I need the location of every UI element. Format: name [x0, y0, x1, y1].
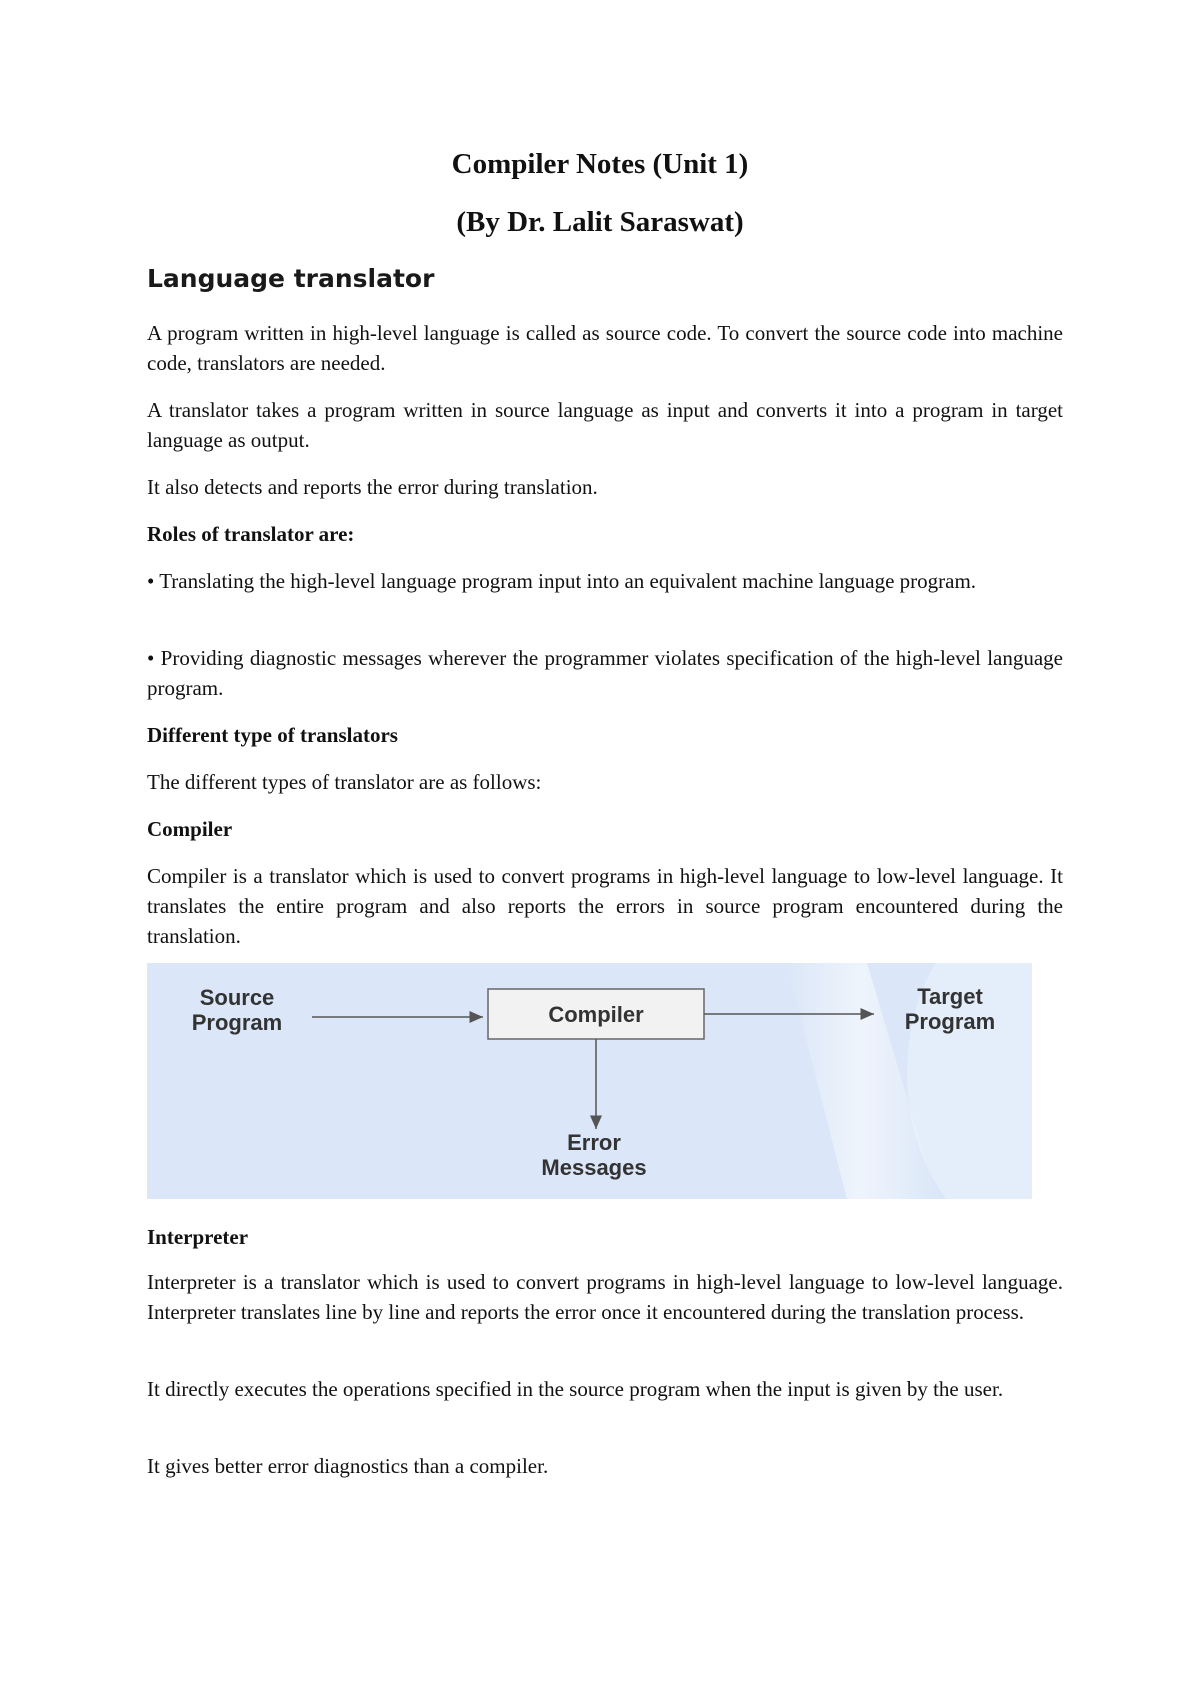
document-title: Compiler Notes (Unit 1) — [451, 148, 749, 180]
role-item-diagnostics: • Providing diagnostic messages wherever the programmer violates specification of the high-level language program. — [147, 646, 1063, 700]
paragraph-error-detection: It also detects and reports the error during translation. — [147, 475, 598, 499]
error-label-line2: Messages — [541, 1155, 647, 1180]
roles-heading: Roles of translator are: — [147, 522, 355, 546]
types-heading: Different type of translators — [147, 723, 398, 747]
source-label-line1: Source — [199, 985, 275, 1010]
interpreter-paragraph-1: Interpreter is a translator which is used to convert programs in high-level language to low-level language. Interpreter translates line by line and reports the error once it encountered during the translation process. — [147, 1270, 1063, 1324]
interpreter-paragraph-2: It directly executes the operations specified in the source program when the input is given by the user. — [147, 1377, 1004, 1401]
target-label-line1: Target — [917, 984, 983, 1009]
target-label-line2: Program — [904, 1009, 996, 1034]
compiler-paragraph: Compiler is a translator which is used to convert programs in high-level language to low-level language. It translates the entire program and also reports the errors in source program encountered during the translation. — [147, 864, 1063, 948]
interpreter-paragraph-3: It gives better error diagnostics than a compiler. — [147, 1454, 549, 1478]
types-intro: The different types of translator are as follows: — [147, 770, 542, 794]
interpreter-heading: Interpreter — [147, 1225, 249, 1249]
paragraph-translator-definition: A translator takes a program written in source language as input and converts it into a program in target language as output. — [147, 398, 1063, 452]
document-author: (By Dr. Lalit Saraswat) — [456, 206, 744, 238]
paragraph-source-code: A program written in high-level language is called as source code. To convert the source code into machine code, translators are needed. — [147, 321, 1063, 375]
role-item-translating: • Translating the high-level language program input into an equivalent machine language program. — [147, 569, 977, 593]
compiler-diagram-svg — [147, 963, 1032, 1199]
source-label-line2: Program — [191, 1010, 283, 1035]
error-label-line1: Error — [567, 1130, 621, 1155]
section-heading: Language translator — [147, 264, 435, 293]
compiler-box-label: Compiler — [548, 1002, 644, 1027]
compiler-diagram — [147, 963, 1032, 1199]
compiler-heading: Compiler — [147, 817, 233, 841]
